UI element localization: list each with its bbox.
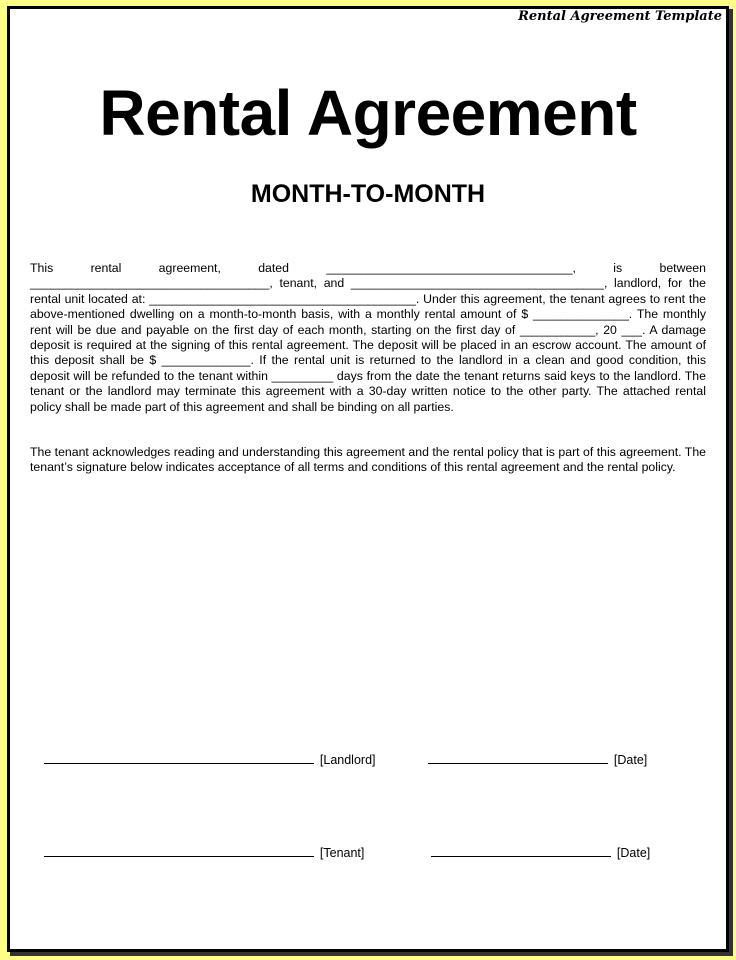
agreement-paragraph-2: The tenant acknowledges reading and understanding this agreement and the rental policy that is part of this agreement. The tenant’s signature below indicates acceptance of all terms and conditions of this rental agreement and the rental policy.: [30, 445, 706, 475]
tenant-date-label: [Date]: [616, 846, 651, 860]
agreement-paragraph-1: This rental agreement, dated ____________________________________, is between ___________________________________, tenant, and _____________________________________, landlord, for the rental unit located at: _______________________________________. Under this agreement, the tenant agrees to rent the above-mentioned dwelling on a month-to-month basis, with a monthly rental amount of $ ______________. The monthly rent will be due and payable on the first day of each month, starting on the first day of ___________, 20 ___. A damage deposit is required at the signing of this rental agreement. The deposit will be placed in an escrow account. The amount of this deposit shall be $ _____________. If the rental unit is returned to the landlord in a clean and good condition, this deposit will be refunded to the tenant within _________ days from the date the tenant returns said keys to the landlord. The tenant or the landlord may terminate this agreement with a 30-day written notice to the other party. The attached rental policy shall be made part of this agreement and shall be binding on all parties.: [30, 261, 706, 414]
tenant-signature-block: [30, 832, 364, 874]
tenant-date-line: [431, 847, 611, 857]
tenant-label: [Tenant]: [319, 846, 365, 860]
landlord-signature-line: [44, 754, 314, 764]
landlord-date-block: [414, 739, 647, 781]
landlord-date-label: [Date]: [613, 753, 648, 767]
landlord-signature-block: [30, 739, 376, 781]
header-tag: Rental Agreement Template: [518, 9, 722, 24]
document-subtitle: MONTH-TO-MONTH: [250, 180, 486, 208]
document-title: Rental Agreement: [99, 77, 637, 149]
tenant-signature-line: [44, 847, 314, 857]
tenant-date-block: [417, 832, 650, 874]
landlord-label: [Landlord]: [319, 753, 376, 767]
landlord-date-line: [428, 754, 608, 764]
